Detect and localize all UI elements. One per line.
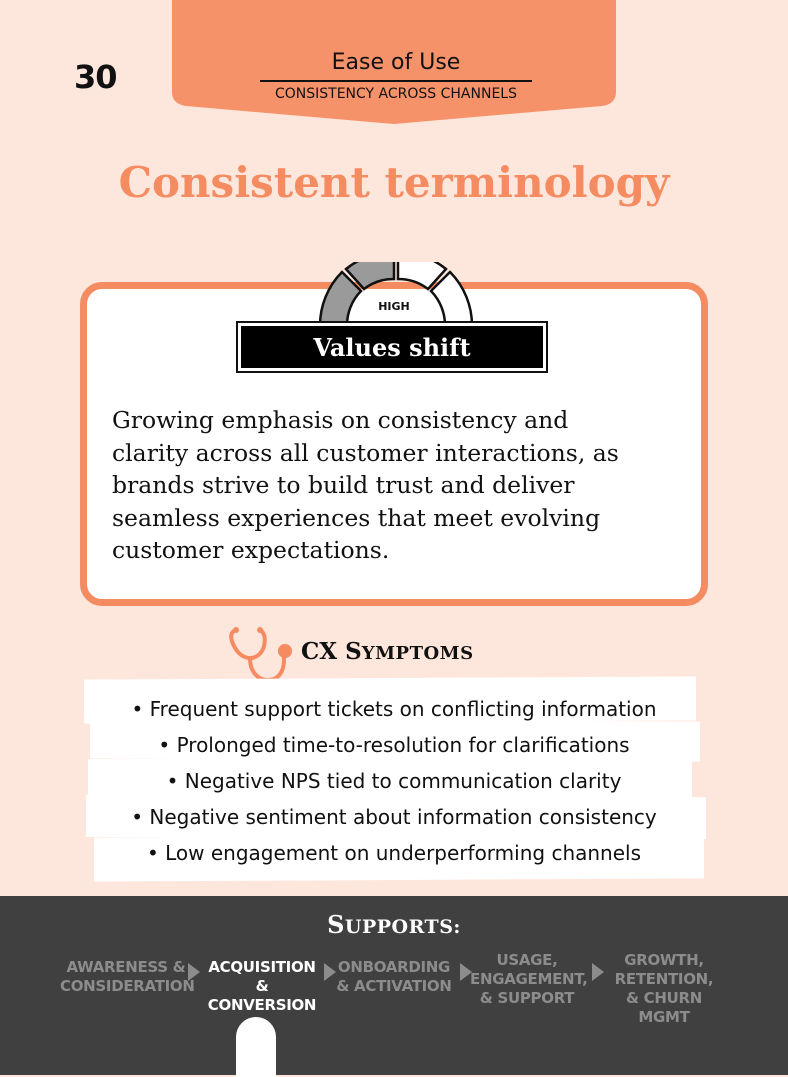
stage-arrow-icon [324,963,336,981]
stage-onboarding [336,958,452,996]
stage-label-line: & SUPPORT [479,989,575,1007]
gauge-level-label: HIGH [378,300,410,313]
values-shift-banner [236,321,548,373]
stage-awareness [60,958,195,996]
stage-acquisition [200,958,324,1015]
stage-growth [604,951,724,1027]
category-title: Ease of Use [331,50,461,75]
category-divider [260,80,532,82]
description-line: clarity across all customer interactions, as [112,438,619,467]
stage-label-line: CONSIDERATION [60,977,195,995]
symptoms-title-rest: YMPTOMS [361,643,474,664]
stage-label-line: ONBOARDING [337,958,451,976]
subcategory-label: CONSISTENCY ACROSS CHANNELS [274,86,517,102]
symptom-item: • Negative sentiment about information consistency [131,805,657,829]
symptoms-title-prefix: CX S [301,638,362,665]
page-title: Consistent terminology [118,158,670,207]
stage-arrow-icon [592,963,604,981]
stage-label-line: & ACTIVATION [336,977,452,995]
values-shift-label: Values shift [241,326,543,368]
stage-label-line: ACQUISITION [208,958,316,976]
stage-arrow-icon [188,963,200,981]
symptom-item: • Low engagement on underperforming channels [146,841,642,865]
description-line: customer expectations. [112,536,390,564]
stethoscope-icon [228,624,298,684]
symptom-item: • Frequent support tickets on conflicting information [131,697,657,721]
active-stage-marker [236,1017,276,1077]
stage-label-line: & CONVERSION [207,977,317,1014]
supports-title-rest: UPPORTS: [344,916,461,938]
supports-title [0,910,788,939]
stage-label-line: & CHURN MGMT [625,989,703,1026]
values-shift-description [112,404,682,567]
card-number: 30 [74,58,117,96]
stage-label-line: GROWTH, [624,951,704,969]
stage-label-line: ENGAGEMENT, [470,970,588,988]
symptom-item: • Negative NPS tied to communication clarity [166,769,622,793]
symptoms-title [301,638,474,665]
description-line: seamless experiences that meet evolving [112,503,601,532]
stage-label-line: USAGE, [496,951,558,969]
description-line: brands strive to build trust and deliver [112,471,575,499]
description-line: Growing emphasis on consistency and [112,406,569,434]
stage-usage [470,951,588,1008]
supports-title-prefix: S [327,910,345,939]
symptom-item: • Prolonged time-to-resolution for clarifications [158,733,630,757]
intensity-gauge-icon [316,262,476,326]
stage-label-line: AWARENESS & [66,958,186,976]
stage-label-line: RETENTION, [614,970,714,988]
